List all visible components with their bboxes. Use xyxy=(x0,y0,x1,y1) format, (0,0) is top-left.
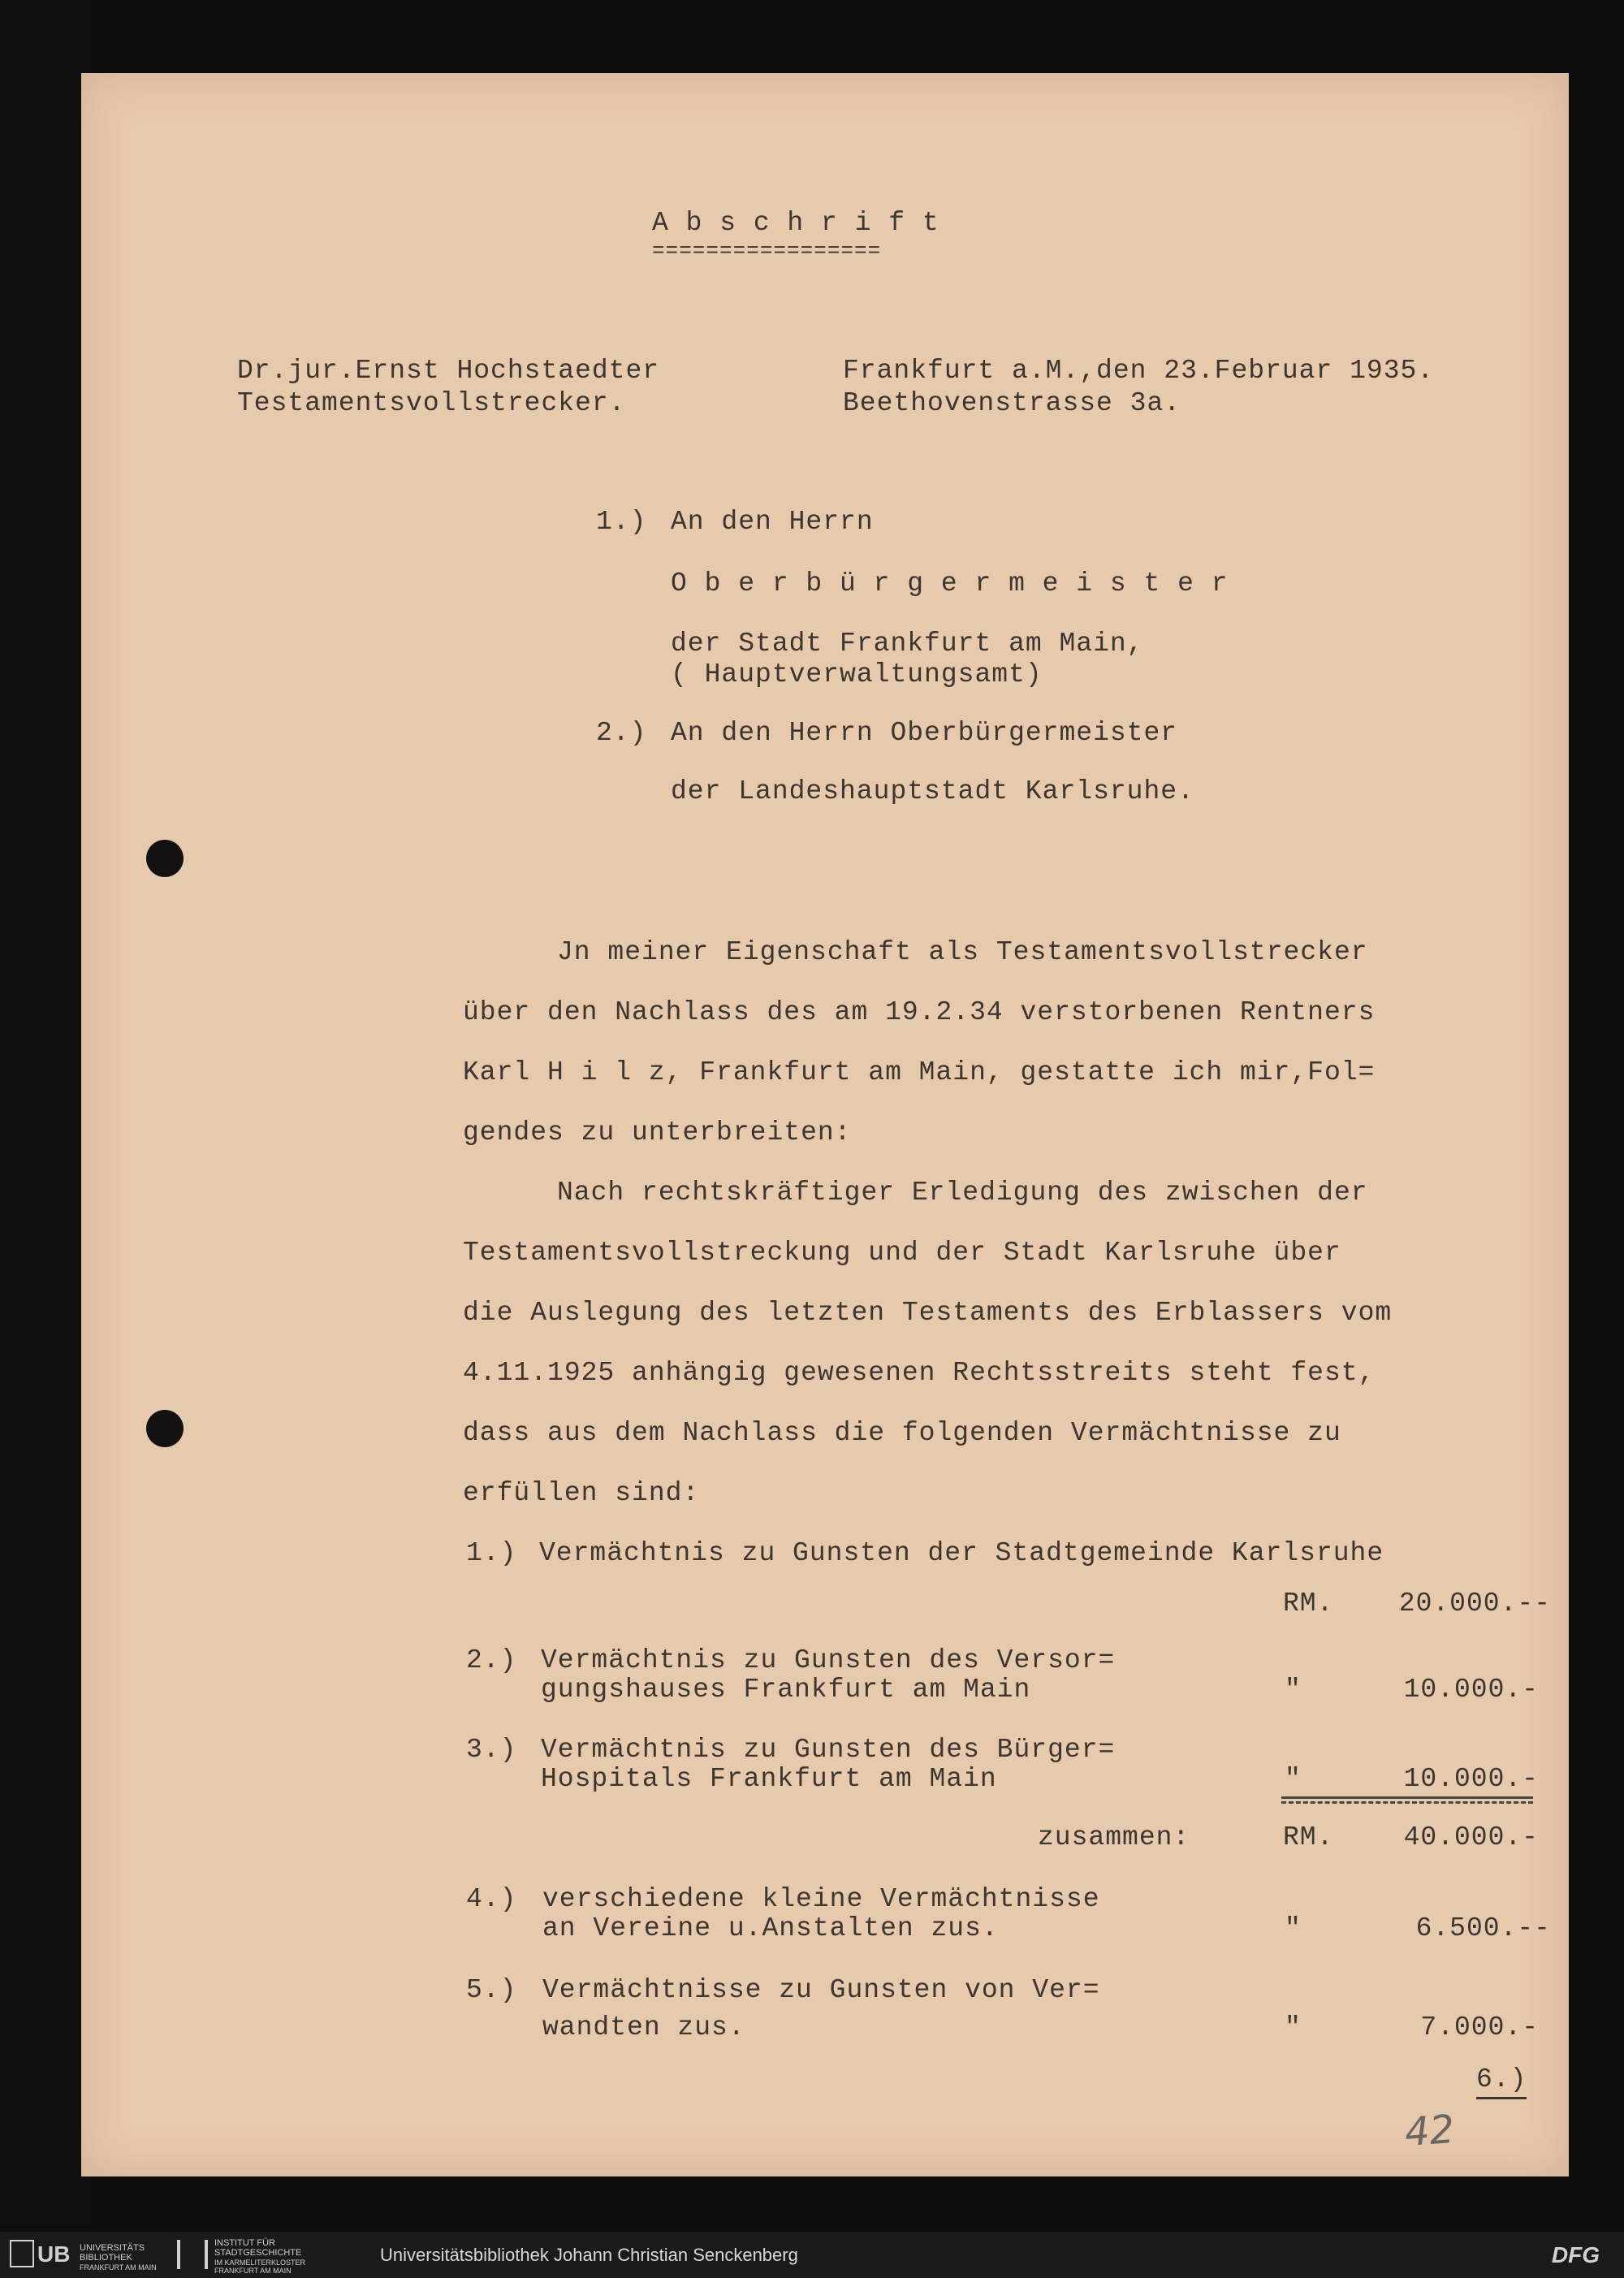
subtotal-currency: RM. xyxy=(1283,1822,1334,1852)
recipient-2-city: der Landeshauptstadt Karlsruhe. xyxy=(671,776,1194,806)
legacy-description: verschiedene kleine Vermächtnisse xyxy=(542,1884,1100,1914)
sender-name: Dr.jur.Ernst Hochstaedter xyxy=(237,356,660,386)
legacy-currency: RM. xyxy=(1283,1589,1334,1619)
recipient-2-number: 2.) xyxy=(596,718,647,748)
place-date: Frankfurt a.M.,den 23.Februar 1935. xyxy=(843,356,1435,386)
body-line: die Auslegung des letzten Testaments des Erblassers vom xyxy=(463,1298,1393,1328)
body-line: gendes zu unterbreiten: xyxy=(463,1117,852,1148)
recipient-2-salutation: An den Herrn Oberbürgermeister xyxy=(671,718,1178,748)
legacy-currency: " xyxy=(1285,2012,1302,2042)
subtotal-amount: 40.000.- xyxy=(1403,1822,1539,1852)
body-line: Karl H i l z, Frankfurt am Main, gestatte ich mir,Fol= xyxy=(463,1057,1376,1087)
recipient-1-title: O b e r b ü r g e r m e i s t e r xyxy=(671,568,1229,599)
punch-hole-bottom xyxy=(146,1410,184,1447)
ub-name-line1: UNIVERSITÄTS xyxy=(80,2243,145,2253)
body-line: 4.11.1925 anhängig gewesenen Rechtsstreits steht fest, xyxy=(463,1358,1376,1388)
body-line: über den Nachlass des am 19.2.34 verstorbenen Rentners xyxy=(463,997,1376,1027)
legacy-description: Vermächtnis zu Gunsten des Bürger= xyxy=(541,1735,1116,1765)
sender-role: Testamentsvollstrecker. xyxy=(237,388,626,418)
legacy-number: 1.) xyxy=(466,1538,517,1568)
scan-border xyxy=(0,0,91,2225)
legacy-amount: 7.000.- xyxy=(1420,2012,1539,2042)
sum-rule xyxy=(1281,1796,1533,1799)
typewritten-page xyxy=(81,73,1569,2176)
legacy-amount: 10.000.- xyxy=(1403,1675,1539,1705)
body-line: Testamentsvollstreckung und der Stadt Karlsruhe über xyxy=(463,1238,1341,1268)
legacy-description-cont: wandten zus. xyxy=(542,2012,745,2042)
legacy-currency: " xyxy=(1285,1675,1302,1705)
ub-logo-icon xyxy=(10,2240,34,2267)
legacy-currency: " xyxy=(1285,1913,1302,1943)
isg-name-line1: INSTITUT FÜR xyxy=(214,2238,275,2248)
recipient-1-salutation: An den Herrn xyxy=(671,507,874,537)
legacy-currency: " xyxy=(1285,1764,1302,1794)
title-underline: ================= xyxy=(652,239,882,263)
legacy-description: Vermächtnisse zu Gunsten von Ver= xyxy=(542,1975,1100,2005)
isg-logo-icon xyxy=(177,2240,208,2269)
legacy-number: 2.) xyxy=(466,1645,517,1675)
legacy-number: 5.) xyxy=(466,1975,517,2005)
subtotal-label: zusammen: xyxy=(1038,1822,1190,1852)
body-line: erfüllen sind: xyxy=(463,1478,700,1508)
legacy-amount: 10.000.- xyxy=(1403,1764,1539,1794)
legacy-description-cont: gungshauses Frankfurt am Main xyxy=(541,1675,1031,1705)
document-title: A b s c h r i f t xyxy=(652,208,939,238)
sender-address: Beethovenstrasse 3a. xyxy=(843,388,1181,418)
body-line: dass aus dem Nachlass die folgenden Vermächtnisse zu xyxy=(463,1418,1341,1448)
isg-name-line3: IM KARMELITERKLOSTER xyxy=(214,2259,306,2267)
legacy-description: Vermächtnis zu Gunsten der Stadtgemeinde Karlsruhe xyxy=(539,1538,1384,1568)
isg-name-line4: FRANKFURT AM MAIN xyxy=(214,2267,292,2275)
ub-name-line2: BIBLIOTHEK xyxy=(80,2253,132,2263)
legacy-description-cont: Hospitals Frankfurt am Main xyxy=(541,1764,997,1794)
ub-name-line3: FRANKFURT AM MAIN xyxy=(80,2263,157,2272)
recipient-1-number: 1.) xyxy=(596,507,647,537)
legacy-amount: 6.500.-- xyxy=(1415,1913,1551,1943)
dfg-logo: DFG xyxy=(1551,2242,1600,2267)
punch-hole-top xyxy=(146,840,184,877)
sum-rule-double xyxy=(1281,1801,1533,1804)
legacy-amount: 20.000.-- xyxy=(1398,1589,1551,1619)
pencil-page-number: 42 xyxy=(1403,2106,1456,2156)
isg-name-line2: STADTGESCHICHTE xyxy=(214,2248,302,2258)
recipient-1-city: der Stadt Frankfurt am Main, xyxy=(671,629,1144,659)
legacy-number: 3.) xyxy=(466,1735,517,1765)
legacy-description: Vermächtnis zu Gunsten des Versor= xyxy=(541,1645,1116,1675)
body-line: Jn meiner Eigenschaft als Testamentsvollstrecker xyxy=(557,937,1368,967)
continuation-marker: 6.) xyxy=(1476,2064,1527,2099)
library-name: Universitätsbibliothek Johann Christian Senckenberg xyxy=(380,2245,798,2265)
recipient-1-office: ( Hauptverwaltungsamt) xyxy=(671,659,1043,689)
ub-logo-text: UB xyxy=(37,2241,71,2267)
legacy-description-cont: an Vereine u.Anstalten zus. xyxy=(542,1913,999,1943)
body-line: Nach rechtskräftiger Erledigung des zwischen der xyxy=(557,1178,1368,1208)
legacy-number: 4.) xyxy=(466,1884,517,1914)
footer-bar xyxy=(0,2232,1624,2278)
